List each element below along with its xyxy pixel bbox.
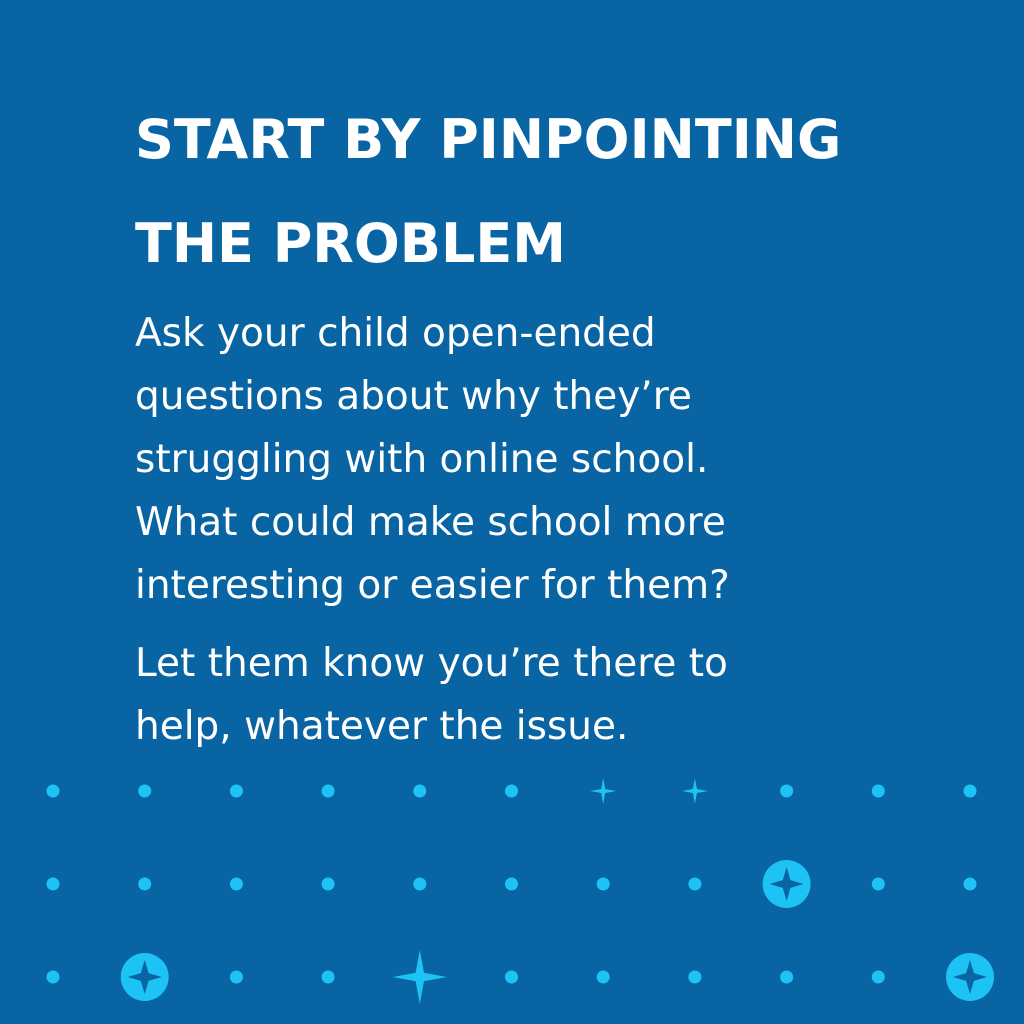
body-line: Ask your child open-ended	[135, 311, 656, 356]
dot-mark	[505, 878, 518, 891]
dot-mark	[230, 971, 243, 984]
dot-mark	[780, 785, 793, 798]
dot-mark	[505, 785, 518, 798]
large-sparkle-icon	[393, 950, 447, 1004]
body-line: struggling with online school.	[135, 437, 709, 482]
decorative-dot-pattern	[0, 760, 1024, 1024]
sparkle-icon	[682, 778, 708, 804]
headline	[135, 88, 955, 296]
sparkle-icon	[590, 778, 616, 804]
dot-mark	[230, 785, 243, 798]
dot-mark	[597, 878, 610, 891]
headline-line: START BY PINPOINTING	[135, 108, 842, 171]
star-badge-icon	[763, 860, 811, 908]
body-line: questions about why they’re	[135, 374, 692, 419]
dot-mark	[964, 785, 977, 798]
dot-mark	[322, 785, 335, 798]
body-paragraph-questions	[135, 302, 985, 617]
dot-mark	[230, 878, 243, 891]
dot-mark	[872, 971, 885, 984]
dot-mark	[688, 971, 701, 984]
dot-mark	[964, 878, 977, 891]
headline-line: THE PROBLEM	[135, 212, 566, 275]
body-line: help, whatever the issue.	[135, 704, 629, 749]
dot-mark	[597, 971, 610, 984]
dot-mark	[322, 971, 335, 984]
dot-mark	[872, 785, 885, 798]
dot-mark	[138, 878, 151, 891]
dot-mark	[780, 971, 793, 984]
dot-mark	[413, 785, 426, 798]
star-badge-icon	[946, 953, 994, 1001]
body-line: Let them know you’re there to	[135, 641, 728, 686]
body-line: interesting or easier for them?	[135, 563, 730, 608]
body-paragraph-support	[135, 632, 985, 758]
dot-mark	[47, 971, 60, 984]
dot-mark	[872, 878, 885, 891]
dot-mark	[47, 878, 60, 891]
dot-mark	[688, 878, 701, 891]
dot-mark	[138, 785, 151, 798]
body-line: What could make school more	[135, 500, 726, 545]
dot-mark	[413, 878, 426, 891]
dot-mark	[47, 785, 60, 798]
star-badge-icon	[121, 953, 169, 1001]
dot-mark	[322, 878, 335, 891]
dot-mark	[505, 971, 518, 984]
